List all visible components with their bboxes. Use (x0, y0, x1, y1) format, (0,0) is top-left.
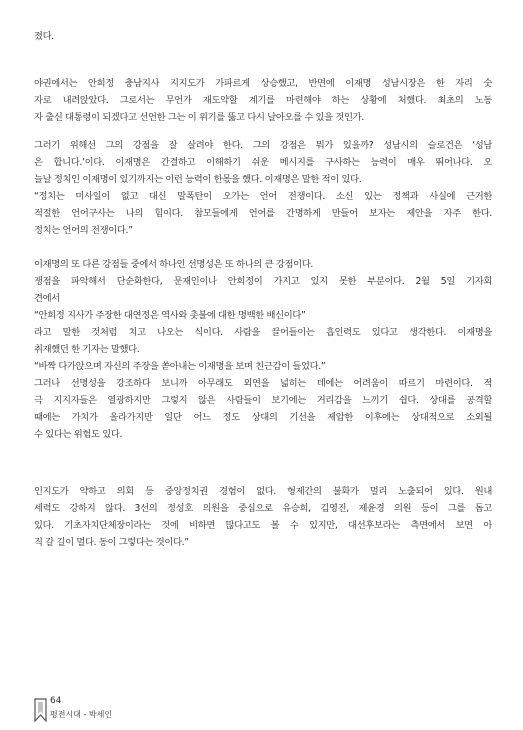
text-line: 야권에서는 안희정 충남지사 지지도가 가파르게 상승했고, 반면에 이재명 성남시장은 한 자리 숫 (34, 78, 492, 89)
text-line: 그러나 선명성을 강조하다 보니까 아무래도 외연을 넓히는 데에는 어려움이 따르기 마련이다. 적 (34, 378, 492, 389)
paragraph-0 (34, 28, 492, 45)
text-line: 자 출신 대통령이 되겠다고 선언한 그는 이 위기를 뚫고 다시 날아오를 수 있을 것인가. (34, 112, 364, 123)
text-line: 인지도가 약하고 의회 등 중앙정치권 경험이 없다. 형제간의 불화가 멀리 노출되어 있다. 원내 (34, 486, 492, 497)
text-line: 라고 말한 것처럼 치고 나오는 식이다. 사람을 끌어들이는 흡인력도 있다고 생각한다. 이재명을 (34, 327, 492, 338)
text-line: “안희정 지사가 주장한 대연정은 역사와 촛불에 대한 명백한 배신이다” (34, 310, 306, 321)
paragraph-4 (34, 483, 492, 551)
text-line: 졌다. (34, 31, 54, 42)
text-line: 적절한 언어구사는 나의 힘이다. 참모들에게 언어를 간명하게 만들어 보자는 제안을 자주 한다. (34, 208, 492, 219)
text-line: “바짝 다가앉으며 자신의 주장을 쏟아내는 이재명을 보며 친근감이 들었다.” (34, 361, 326, 372)
text-line: 늘날 정치인 이재명이 있기까지는 이런 능력이 한몫을 했다. 이재명은 말한 적이 있다. (34, 174, 362, 185)
text-line: 때에는 가치가 올라가지만 일단 어느 정도 상대의 기선을 제압한 이후에는 상대적으로 소외될 (34, 412, 492, 423)
text-line: 세력도 강하지 않다. 3선의 정성호 의원을 중심으로 유승희, 김영진, 제윤경 의원 등이 그를 돕고 (34, 503, 492, 514)
text-line: 쟁점을 파악해서 단순화한다, 문재인이나 안희정이 가지고 있지 못한 부분이다. 2월 5일 기자회 (34, 276, 492, 287)
text-line: 취재했던 한 기자는 말했다. (34, 344, 140, 355)
text-line: 자로 내려앉았다. 그로서는 무언가 재도약할 계기를 마련해야 하는 상황에 처했다. 최초의 노동 (34, 95, 492, 106)
bookmark-icon (34, 698, 47, 722)
text-line: 정치는 언어의 전쟁이다.” (34, 225, 133, 236)
text-line: 극 지지자들은 열광하지만 그렇지 않은 사람들이 보기에는 거리감을 느끼기 쉽다. 상대를 공격할 (34, 395, 492, 406)
paragraph-3 (34, 256, 492, 443)
text-line: 견에서 (34, 293, 60, 304)
text-line: 직 갈 길이 멀다. 동이 그렇다는 것이다.” (34, 537, 189, 548)
text-line: 있다. 기초자치단체장이라는 것에 비하면 많다고도 볼 수 있지만, 대선후보라는 측면에서 보면 아 (34, 520, 492, 531)
text-line: 이재명의 또 다른 강점들 중에서 하나인 선명성은 또 하나의 큰 강점이다. (34, 259, 313, 270)
text-line: 그러기 위해선 그의 강점을 잘 살려야 한다. 그의 강점은 뭐가 있을까? 성남시의 슬로건은 ‘성남 (34, 140, 492, 151)
book-title: 평전시대 - 박세인 (50, 710, 113, 719)
paragraph-1 (34, 75, 492, 126)
text-line: 은 합니다.’이다. 이재명은 간결하고 이해하기 쉬운 메시지를 구사하는 능력이 매우 뛰어나다. 오 (34, 157, 492, 168)
page-number: 64 (50, 696, 62, 706)
text-line: “정치는 미사일이 없고 대신 말폭탄이 오가는 언어 전쟁이다. 소신 있는 정책과 사실에 근거한 (34, 191, 492, 202)
page-footer (34, 696, 234, 726)
text-line: 수 있다는 위험도 있다. (34, 429, 123, 440)
paragraph-2 (34, 137, 492, 239)
